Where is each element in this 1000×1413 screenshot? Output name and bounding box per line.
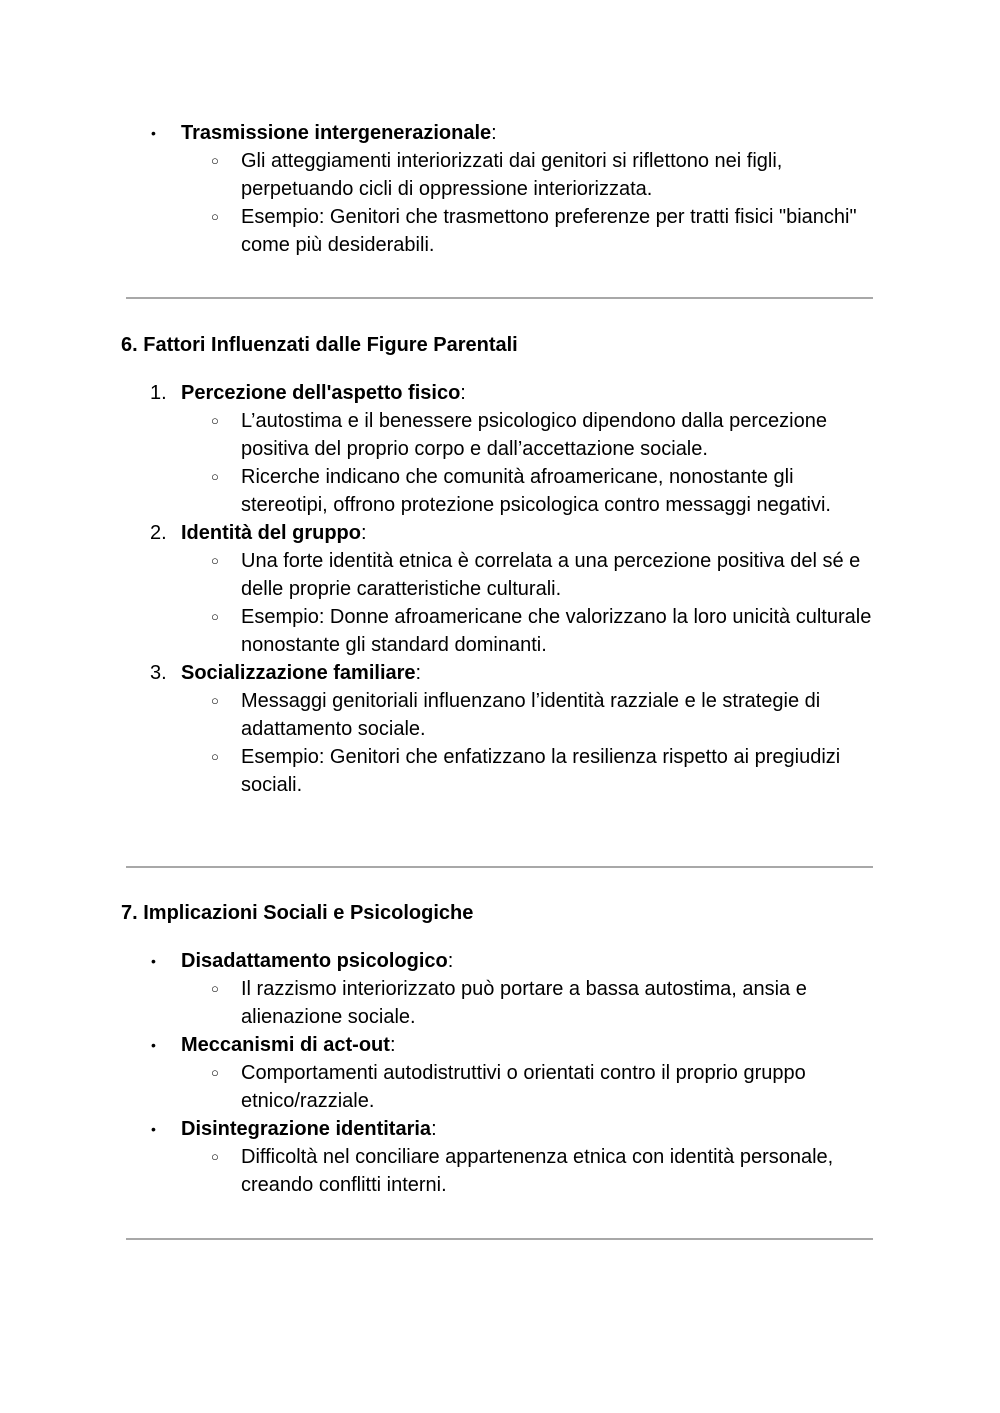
bullet-icon: • xyxy=(151,1121,156,1137)
list-item xyxy=(0,1031,881,1059)
item-colon: : xyxy=(415,662,422,684)
item-term: Percezione dell'aspetto fisico xyxy=(181,382,461,404)
bullet-icon: • xyxy=(151,125,156,141)
sub-list-item xyxy=(0,743,873,799)
sub-item-text: L’autostima e il benessere psicologico dipendono dalla percezione positiva del proprio corpo e dall’accettazione sociale. xyxy=(241,410,827,460)
section-divider xyxy=(126,297,873,299)
sub-item-text: Esempio: Genitori che trasmettono preferenze per tratti fisici "bianchi" come più desiderabili. xyxy=(241,206,857,256)
sub-item-text: Gli atteggiamenti interiorizzati dai genitori si riflettono nei figli, perpetuando cicli di oppressione interiorizzata. xyxy=(241,150,783,200)
item-number: 1. xyxy=(150,382,167,404)
item-term: Disintegrazione identitaria xyxy=(181,1118,432,1140)
sub-list-item xyxy=(0,603,873,659)
section-title-6: 6. Fattori Influenzati dalle Figure Parentali xyxy=(121,334,518,356)
circle-bullet-icon: ○ xyxy=(211,981,219,996)
section-divider xyxy=(126,866,873,868)
sub-item-text: Comportamenti autodistruttivi o orientati contro il proprio gruppo etnico/razziale. xyxy=(241,1062,806,1112)
sub-item-text: Difficoltà nel conciliare appartenenza etnica con identità personale, creando conflitti interni. xyxy=(241,1146,834,1196)
item-term: Identità del gruppo xyxy=(181,522,361,544)
item-number: 2. xyxy=(150,522,167,544)
item-term: Trasmissione intergenerazionale xyxy=(181,122,492,144)
item-colon: : xyxy=(491,122,497,144)
sub-list-item xyxy=(0,975,873,1031)
item-term: Disadattamento psicologico xyxy=(181,950,448,972)
section6-list xyxy=(0,379,1000,799)
sub-item-text: Una forte identità etnica è correlata a una percezione positiva del sé e delle proprie caratteristiche culturali. xyxy=(241,550,861,600)
item-number: 3. xyxy=(150,662,167,684)
numbered-item xyxy=(0,379,881,407)
bullet-icon: • xyxy=(151,1037,156,1053)
list-item xyxy=(0,119,881,147)
sub-item-text: Esempio: Genitori che enfatizzano la resilienza rispetto ai pregiudizi sociali. xyxy=(241,746,841,796)
circle-bullet-icon: ○ xyxy=(211,153,219,168)
top-list xyxy=(0,119,1000,259)
circle-bullet-icon: ○ xyxy=(211,693,219,708)
circle-bullet-icon: ○ xyxy=(211,749,219,764)
list-item xyxy=(0,947,881,975)
bullet-icon: • xyxy=(151,953,156,969)
sub-list-item xyxy=(0,1059,873,1115)
numbered-item xyxy=(0,659,881,687)
list-item xyxy=(0,1115,881,1143)
item-colon: : xyxy=(361,522,367,544)
item-colon: : xyxy=(431,1118,437,1140)
sub-item-text: Ricerche indicano che comunità afroamericane, nonostante gli stereotipi, offrono protezione psicologica contro messaggi negativi. xyxy=(241,466,831,516)
sub-item-text: Esempio: Donne afroamericane che valorizzano la loro unicità culturale nonostante gli standard dominanti. xyxy=(241,606,872,656)
sub-list-item xyxy=(0,203,873,259)
sub-list-item xyxy=(0,407,873,463)
item-term: Meccanismi di act-out xyxy=(181,1034,390,1056)
sub-list-item xyxy=(0,463,873,519)
sub-list-item xyxy=(0,147,873,203)
circle-bullet-icon: ○ xyxy=(211,553,219,568)
item-colon: : xyxy=(460,382,466,404)
sub-list-item xyxy=(0,1143,873,1199)
circle-bullet-icon: ○ xyxy=(211,1149,219,1164)
section7-list xyxy=(0,947,1000,1199)
circle-bullet-icon: ○ xyxy=(211,209,219,224)
circle-bullet-icon: ○ xyxy=(211,469,219,484)
item-colon: : xyxy=(447,950,454,972)
numbered-item xyxy=(0,519,881,547)
sub-list-item xyxy=(0,687,873,743)
item-colon: : xyxy=(389,1034,396,1056)
circle-bullet-icon: ○ xyxy=(211,609,219,624)
circle-bullet-icon: ○ xyxy=(211,413,219,428)
section-title-7: 7. Implicazioni Sociali e Psicologiche xyxy=(121,902,474,924)
circle-bullet-icon: ○ xyxy=(211,1065,219,1080)
sub-list-item xyxy=(0,547,873,603)
section-divider xyxy=(126,1238,873,1240)
sub-item-text: Messaggi genitoriali influenzano l’identità razziale e le strategie di adattamento sociale. xyxy=(241,690,821,740)
item-term: Socializzazione familiare xyxy=(181,662,416,684)
sub-item-text: Il razzismo interiorizzato può portare a bassa autostima, ansia e alienazione sociale. xyxy=(241,978,807,1028)
